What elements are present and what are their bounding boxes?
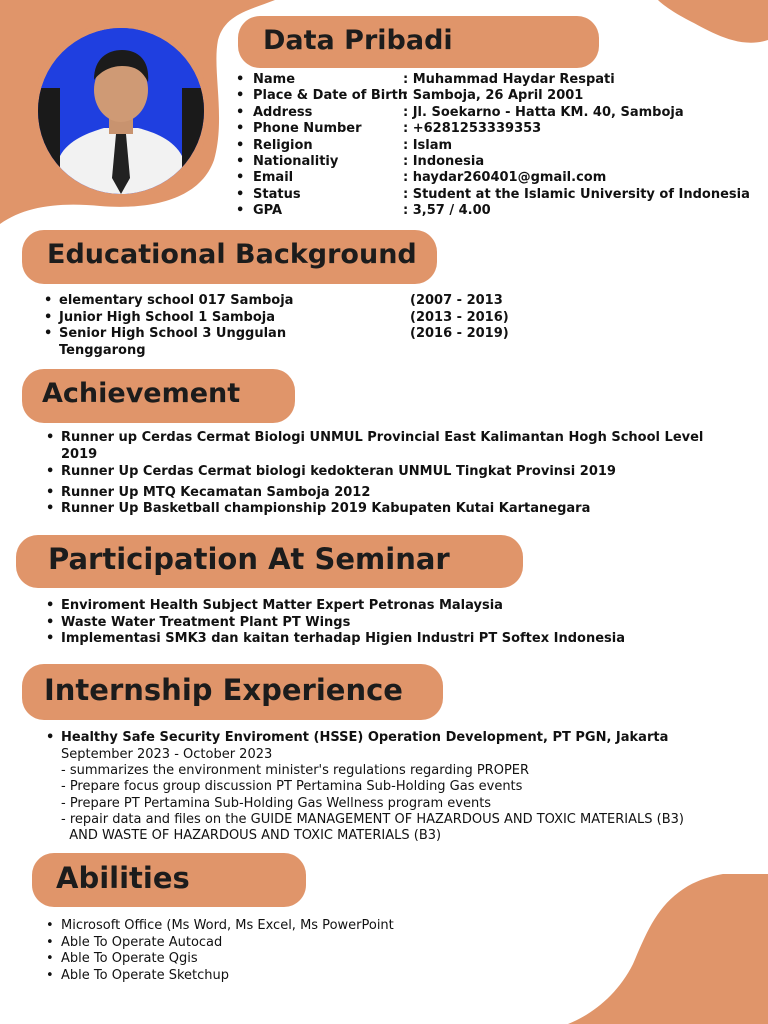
school-years: (2013 - 2016)	[410, 309, 509, 325]
bottom-right-decoration	[548, 874, 768, 1024]
school-name: Junior High School 1 Samboja	[59, 309, 275, 325]
avatar	[38, 28, 204, 194]
personal-heading: Data Pribadi	[263, 25, 453, 56]
section-heading-personal	[238, 16, 599, 68]
internship-detail: - Prepare PT Pertamina Sub-Holding Gas Wellness program events	[61, 796, 492, 811]
info-label: Phone Number	[253, 121, 362, 137]
achievement-item: • Runner up Cerdas Cermat Biologi UNMUL Provincial East Kalimantan Hogh School Level 2019	[44, 430, 734, 463]
info-label: Nationalitiy	[253, 153, 339, 169]
info-value: : Muhammad Haydar Respati	[403, 72, 615, 87]
section-heading-abilities	[32, 853, 306, 907]
seminar-list	[44, 598, 734, 648]
school-years: (2007 - 2013	[410, 293, 503, 308]
info-label: Religion	[253, 137, 313, 153]
ability-item: • Able To Operate Autocad	[44, 935, 544, 952]
info-value: : haydar260401@gmail.com	[403, 170, 607, 186]
info-value: : 3,57 / 4.00	[403, 203, 491, 219]
ability-item: • Able To Operate Qgis	[44, 951, 544, 968]
info-label: Email	[253, 170, 294, 186]
info-label: Place & Date of Birth	[253, 88, 408, 104]
internship-title: • Healthy Safe Security Enviroment (HSSE) Operation Development, PT PGN, Jakarta	[44, 730, 744, 747]
info-label: GPA	[253, 203, 283, 219]
info-value: : Samboja, 26 April 2001	[403, 88, 584, 104]
section-heading-seminar	[16, 535, 523, 588]
abilities-list	[44, 918, 544, 984]
internship-detail: AND WASTE OF HAZARDOUS AND TOXIC MATERIALS (B3)	[61, 828, 442, 843]
info-label: Status	[253, 186, 301, 202]
abilities-heading: Abilities	[56, 861, 190, 895]
school-name: elementary school 017 Samboja	[59, 293, 294, 308]
ability-item: • Able To Operate Sketchup	[44, 968, 544, 985]
internship-list	[44, 730, 744, 747]
seminar-heading: Participation At Seminar	[48, 542, 450, 576]
internship-period: September 2023 - October 2023	[61, 747, 273, 762]
achievement-heading: Achievement	[42, 378, 241, 409]
section-heading-education	[22, 230, 437, 284]
seminar-item: • Waste Water Treatment Plant PT Wings	[44, 615, 734, 632]
info-value: : Islam	[403, 137, 453, 153]
school-years: (2016 - 2019)	[410, 326, 509, 341]
achievement-item: • Runner Up Cerdas Cermat biologi kedokteran UNMUL Tingkat Provinsi 2019	[44, 464, 734, 481]
education-heading: Educational Background	[47, 239, 417, 270]
achievement-list	[44, 430, 734, 518]
info-label: Address	[253, 104, 313, 120]
internship-detail: - repair data and files on the GUIDE MANAGEMENT OF HAZARDOUS AND TOXIC MATERIALS (B3)	[61, 812, 684, 827]
info-label: Name	[253, 72, 296, 87]
top-right-decoration	[658, 0, 768, 60]
seminar-item: • Enviroment Health Subject Matter Expert Petronas Malaysia	[44, 598, 734, 615]
section-heading-internship	[22, 664, 443, 720]
internship-detail: - Prepare focus group discussion PT Pertamina Sub-Holding Gas events	[61, 779, 523, 794]
info-value: : +6281253339353	[403, 121, 542, 137]
info-value: : Student at the Islamic University of Indonesia	[403, 186, 750, 202]
school-name: Senior High School 3 Unggulan Tenggarong	[59, 326, 287, 358]
internship-detail: - summarizes the environment minister's regulations regarding PROPER	[61, 763, 530, 778]
achievement-item: • Runner Up Basketball championship 2019 Kabupaten Kutai Kartanegara	[44, 501, 734, 518]
seminar-item: • Implementasi SMK3 dan kaitan terhadap Higien Industri PT Softex Indonesia	[44, 631, 734, 648]
achievement-item: • Runner Up MTQ Kecamatan Samboja 2012	[44, 485, 734, 502]
ability-item: • Microsoft Office (Ms Word, Ms Excel, Ms PowerPoint	[44, 918, 544, 935]
person-portrait-icon	[38, 28, 204, 194]
internship-heading: Internship Experience	[44, 673, 403, 707]
section-heading-achievement	[22, 369, 295, 423]
info-value: : Indonesia	[403, 153, 485, 169]
profile-photo	[32, 22, 210, 200]
info-value: : Jl. Soekarno - Hatta KM. 40, Samboja	[403, 104, 684, 120]
